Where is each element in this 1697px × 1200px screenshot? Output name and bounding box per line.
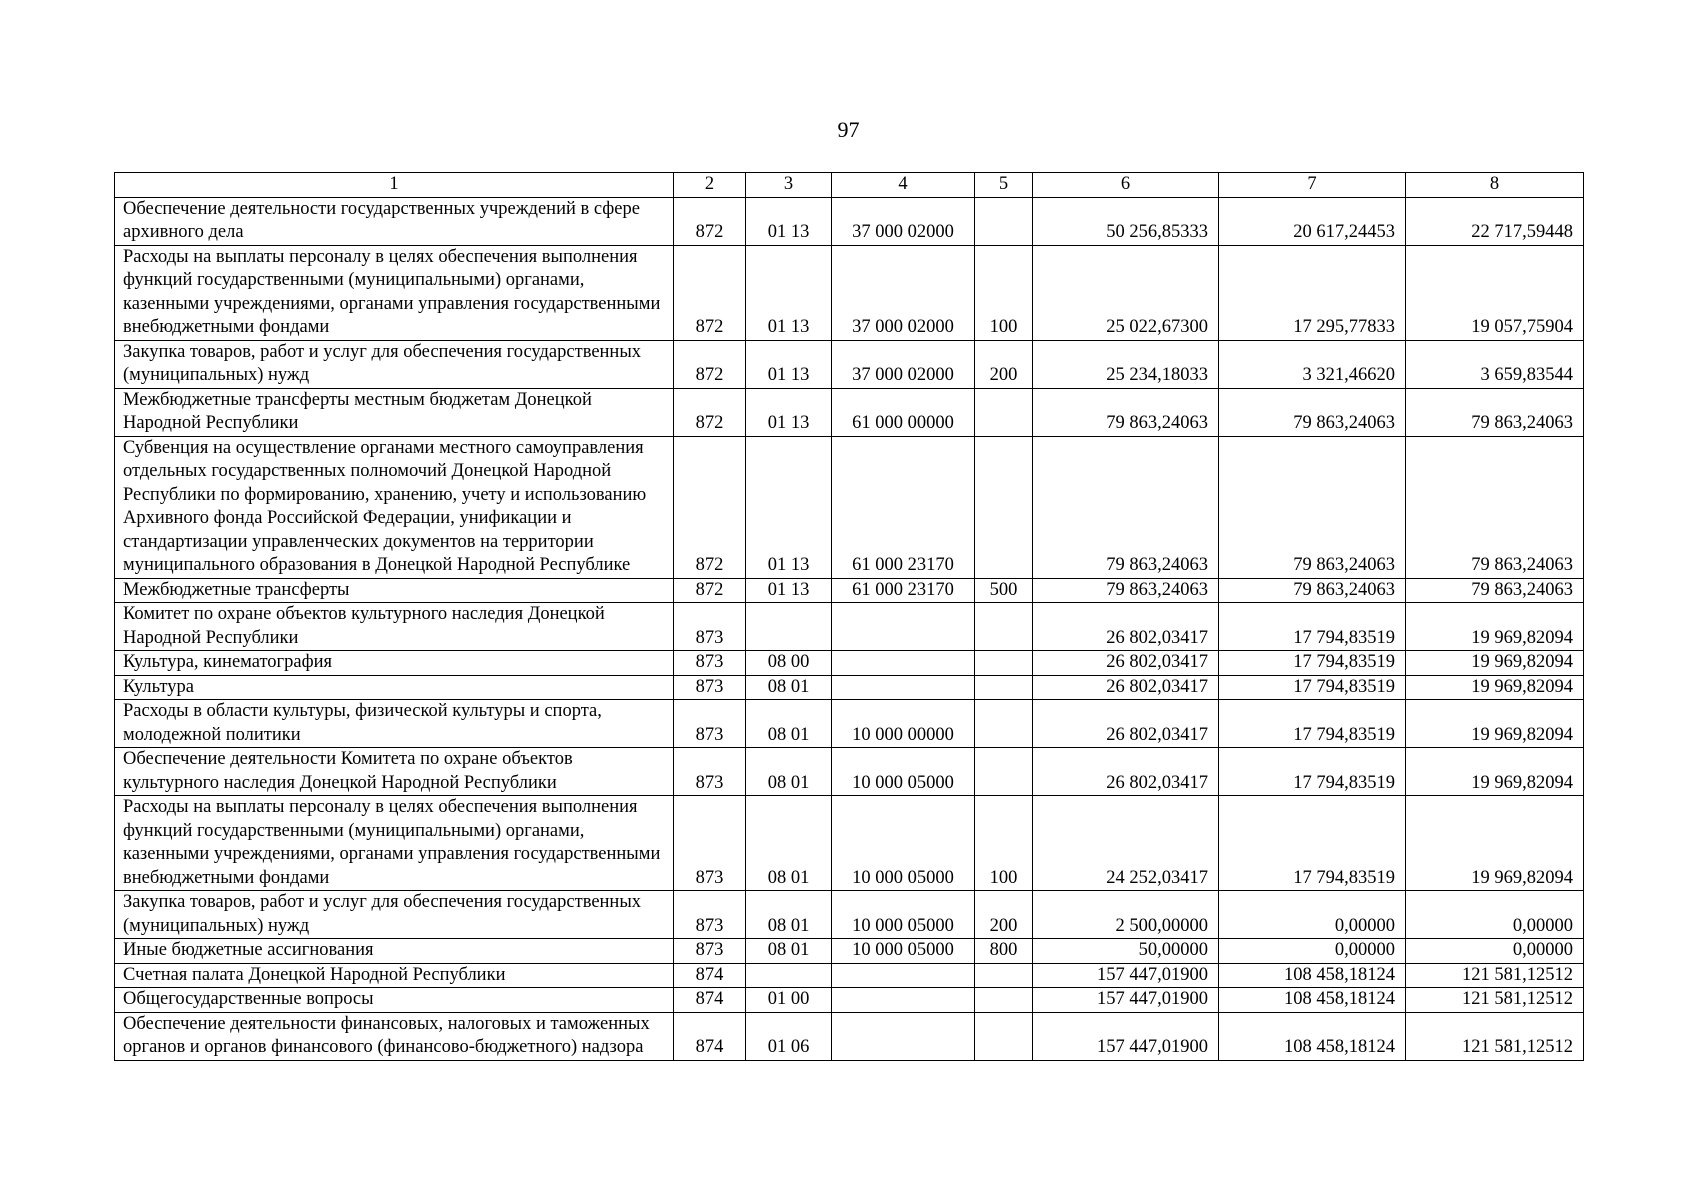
ministry-code: 873 [674,748,746,796]
expense-type-code: 200 [975,891,1033,939]
amount-col-7: 0,00000 [1219,939,1406,964]
target-article-code [832,988,975,1013]
section-code: 01 13 [746,436,832,578]
amount-col-6: 50 256,85333 [1033,197,1219,245]
target-article-code: 10 000 05000 [832,939,975,964]
amount-col-8: 19 969,82094 [1406,796,1584,891]
amount-col-6: 25 234,18033 [1033,340,1219,388]
ministry-code: 873 [674,939,746,964]
row-label: Счетная палата Донецкой Народной Республики [115,963,674,988]
amount-col-7: 79 863,24063 [1219,578,1406,603]
table-row [115,1012,1584,1060]
section-code: 01 13 [746,340,832,388]
table-row [115,939,1584,964]
amount-col-7: 17 794,83519 [1219,651,1406,676]
section-code: 08 01 [746,700,832,748]
table-row [115,651,1584,676]
column-header-3: 3 [746,173,832,198]
amount-col-7: 17 295,77833 [1219,245,1406,340]
table-row [115,603,1584,651]
amount-col-6: 25 022,67300 [1033,245,1219,340]
ministry-code: 872 [674,436,746,578]
row-label: Общегосударственные вопросы [115,988,674,1013]
table-row [115,197,1584,245]
section-code: 01 13 [746,578,832,603]
target-article-code: 37 000 02000 [832,340,975,388]
amount-col-6: 157 447,01900 [1033,988,1219,1013]
expense-type-code: 800 [975,939,1033,964]
ministry-code: 873 [674,796,746,891]
ministry-code: 874 [674,988,746,1013]
amount-col-7: 17 794,83519 [1219,603,1406,651]
target-article-code [832,675,975,700]
column-header-4: 4 [832,173,975,198]
amount-col-6: 26 802,03417 [1033,651,1219,676]
row-label: Закупка товаров, работ и услуг для обеспечения государственных (муниципальных) нужд [115,891,674,939]
section-code: 01 13 [746,245,832,340]
expense-type-code [975,748,1033,796]
amount-col-7: 17 794,83519 [1219,796,1406,891]
amount-col-6: 26 802,03417 [1033,700,1219,748]
amount-col-8: 79 863,24063 [1406,578,1584,603]
target-article-code [832,963,975,988]
section-code: 08 01 [746,796,832,891]
section-code: 08 01 [746,891,832,939]
target-article-code [832,603,975,651]
expense-type-code [975,675,1033,700]
amount-col-7: 17 794,83519 [1219,748,1406,796]
expense-type-code: 100 [975,796,1033,891]
expense-type-code [975,388,1033,436]
amount-col-8: 19 969,82094 [1406,651,1584,676]
ministry-code: 872 [674,340,746,388]
budget-table [114,172,1584,1061]
section-code: 08 01 [746,748,832,796]
column-header-5: 5 [975,173,1033,198]
row-label: Субвенция на осуществление органами местного самоуправления отдельных государственных полномочий Донецкой Народной Республики по формированию, хранению, учету и использованию Архивного фонда Российской Федерации, унификации и стандартизации управленческих документов на территории муниципального образования в Донецкой Народной Республике [115,436,674,578]
table-row [115,388,1584,436]
section-code: 01 13 [746,388,832,436]
amount-col-8: 19 969,82094 [1406,675,1584,700]
target-article-code: 10 000 05000 [832,891,975,939]
row-label: Расходы в области культуры, физической культуры и спорта, молодежной политики [115,700,674,748]
column-header-2: 2 [674,173,746,198]
amount-col-6: 157 447,01900 [1033,963,1219,988]
amount-col-6: 50,00000 [1033,939,1219,964]
target-article-code [832,1012,975,1060]
expense-type-code [975,197,1033,245]
row-label: Комитет по охране объектов культурного наследия Донецкой Народной Республики [115,603,674,651]
target-article-code: 10 000 05000 [832,748,975,796]
target-article-code: 10 000 00000 [832,700,975,748]
amount-col-6: 26 802,03417 [1033,603,1219,651]
ministry-code: 874 [674,963,746,988]
amount-col-6: 26 802,03417 [1033,675,1219,700]
ministry-code: 873 [674,675,746,700]
page-number: 97 [837,117,860,142]
table-row [115,245,1584,340]
target-article-code [832,651,975,676]
column-header-6: 6 [1033,173,1219,198]
amount-col-8: 121 581,12512 [1406,963,1584,988]
table-row [115,891,1584,939]
table-row [115,436,1584,578]
amount-col-8: 3 659,83544 [1406,340,1584,388]
amount-col-6: 24 252,03417 [1033,796,1219,891]
amount-col-6: 2 500,00000 [1033,891,1219,939]
row-label: Межбюджетные трансферты местным бюджетам Донецкой Народной Республики [115,388,674,436]
amount-col-8: 121 581,12512 [1406,1012,1584,1060]
expense-type-code [975,603,1033,651]
expense-type-code [975,651,1033,676]
table-row [115,748,1584,796]
target-article-code: 61 000 23170 [832,578,975,603]
column-header-7: 7 [1219,173,1406,198]
table-row [115,578,1584,603]
expense-type-code [975,1012,1033,1060]
section-code [746,603,832,651]
table-row [115,675,1584,700]
amount-col-8: 0,00000 [1406,939,1584,964]
ministry-code: 872 [674,197,746,245]
ministry-code: 873 [674,891,746,939]
amount-col-7: 17 794,83519 [1219,675,1406,700]
ministry-code: 872 [674,388,746,436]
amount-col-8: 22 717,59448 [1406,197,1584,245]
expense-type-code [975,988,1033,1013]
ministry-code: 873 [674,603,746,651]
table-header-row [115,173,1584,198]
row-label: Культура, кинематография [115,651,674,676]
amount-col-8: 0,00000 [1406,891,1584,939]
amount-col-6: 79 863,24063 [1033,436,1219,578]
amount-col-6: 79 863,24063 [1033,578,1219,603]
ministry-code: 872 [674,578,746,603]
table-row [115,796,1584,891]
section-code: 08 00 [746,651,832,676]
ministry-code: 873 [674,651,746,676]
column-header-1: 1 [115,173,674,198]
amount-col-8: 19 969,82094 [1406,700,1584,748]
column-header-8: 8 [1406,173,1584,198]
amount-col-7: 108 458,18124 [1219,963,1406,988]
amount-col-6: 157 447,01900 [1033,1012,1219,1060]
row-label: Обеспечение деятельности финансовых, налоговых и таможенных органов и органов финансового (финансово-бюджетного) надзора [115,1012,674,1060]
target-article-code: 10 000 05000 [832,796,975,891]
expense-type-code: 500 [975,578,1033,603]
section-code: 01 13 [746,197,832,245]
target-article-code: 37 000 02000 [832,197,975,245]
table-row [115,340,1584,388]
target-article-code: 37 000 02000 [832,245,975,340]
amount-col-7: 3 321,46620 [1219,340,1406,388]
section-code: 08 01 [746,939,832,964]
expense-type-code [975,700,1033,748]
amount-col-7: 108 458,18124 [1219,1012,1406,1060]
amount-col-7: 20 617,24453 [1219,197,1406,245]
row-label: Обеспечение деятельности государственных учреждений в сфере архивного дела [115,197,674,245]
section-code: 08 01 [746,675,832,700]
ministry-code: 872 [674,245,746,340]
table-row [115,988,1584,1013]
amount-col-8: 121 581,12512 [1406,988,1584,1013]
amount-col-6: 79 863,24063 [1033,388,1219,436]
section-code: 01 06 [746,1012,832,1060]
section-code [746,963,832,988]
amount-col-8: 19 057,75904 [1406,245,1584,340]
row-label: Иные бюджетные ассигнования [115,939,674,964]
table-row [115,700,1584,748]
amount-col-7: 79 863,24063 [1219,436,1406,578]
amount-col-6: 26 802,03417 [1033,748,1219,796]
amount-col-8: 79 863,24063 [1406,436,1584,578]
expense-type-code: 200 [975,340,1033,388]
expense-type-code [975,436,1033,578]
row-label: Культура [115,675,674,700]
row-label: Расходы на выплаты персоналу в целях обеспечения выполнения функций государственными (муниципальными) органами, казенными учреждениями, органами управления государственными внебюджетными фондами [115,245,674,340]
row-label: Обеспечение деятельности Комитета по охране объектов культурного наследия Донецкой Народной Республики [115,748,674,796]
ministry-code: 874 [674,1012,746,1060]
amount-col-7: 108 458,18124 [1219,988,1406,1013]
amount-col-8: 79 863,24063 [1406,388,1584,436]
amount-col-7: 0,00000 [1219,891,1406,939]
amount-col-8: 19 969,82094 [1406,748,1584,796]
section-code: 01 00 [746,988,832,1013]
row-label: Расходы на выплаты персоналу в целях обеспечения выполнения функций государственными (муниципальными) органами, казенными учреждениями, органами управления государственными внебюджетными фондами [115,796,674,891]
amount-col-7: 17 794,83519 [1219,700,1406,748]
row-label: Межбюджетные трансферты [115,578,674,603]
amount-col-8: 19 969,82094 [1406,603,1584,651]
target-article-code: 61 000 00000 [832,388,975,436]
target-article-code: 61 000 23170 [832,436,975,578]
expense-type-code [975,963,1033,988]
table-row [115,963,1584,988]
ministry-code: 873 [674,700,746,748]
expense-type-code: 100 [975,245,1033,340]
row-label: Закупка товаров, работ и услуг для обеспечения государственных (муниципальных) нужд [115,340,674,388]
amount-col-7: 79 863,24063 [1219,388,1406,436]
